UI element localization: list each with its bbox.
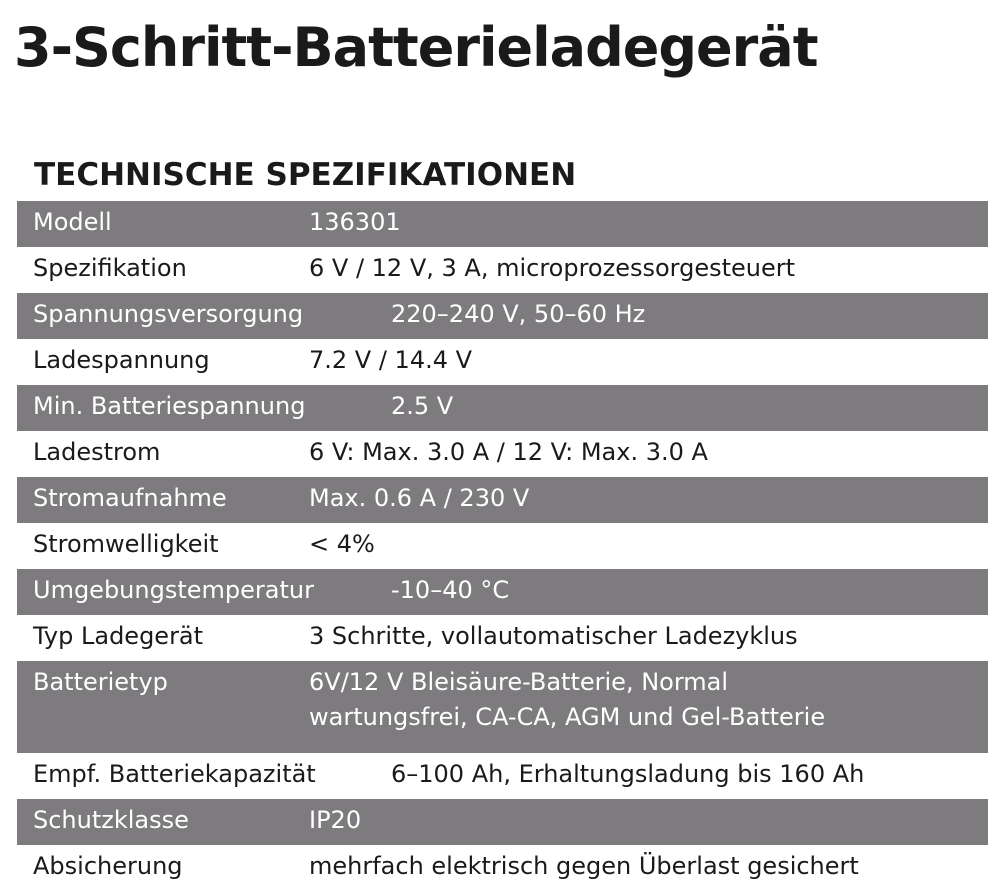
spec-label: Typ Ladegerät xyxy=(33,622,204,650)
spec-value: Max. 0.6 A / 230 V xyxy=(309,484,530,512)
spec-row-ladespannung xyxy=(17,339,988,385)
spec-value: 6 V: Max. 3.0 A / 12 V: Max. 3.0 A xyxy=(309,438,708,466)
spec-value: 220–240 V, 50–60 Hz xyxy=(391,300,646,328)
spec-value: -10–40 °C xyxy=(391,576,510,604)
spec-value: 6–100 Ah, Erhaltungsladung bis 160 Ah xyxy=(391,760,865,788)
spec-value: mehrfach elektrisch gegen Überlast gesichert xyxy=(309,852,859,880)
spec-row-stromaufnahme xyxy=(17,477,988,523)
spec-value-line: wartungsfrei, CA-CA, AGM und Gel-Batterie xyxy=(309,703,826,731)
spec-label: Umgebungstemperatur xyxy=(33,576,314,604)
spec-row-umgebungstemperatur xyxy=(17,569,988,615)
spec-value: < 4% xyxy=(309,530,375,558)
spec-label: Schutzklasse xyxy=(33,806,189,834)
spec-row-schutzklasse xyxy=(17,799,988,845)
spec-table xyxy=(17,201,988,891)
spec-label: Spannungsversorgung xyxy=(33,300,304,328)
spec-label: Modell xyxy=(33,208,112,236)
spec-value: 3 Schritte, vollautomatischer Ladezyklus xyxy=(309,622,798,650)
spec-row-stromwelligkeit xyxy=(17,523,988,569)
spec-value: 136301 xyxy=(309,208,401,236)
spec-row-empf-batteriekapazitaet xyxy=(17,753,988,799)
spec-value-line: 6V/12 V Bleisäure-Batterie, Normal xyxy=(309,668,729,696)
spec-label: Ladespannung xyxy=(33,346,210,374)
spec-label: Batterietyp xyxy=(33,668,168,696)
spec-row-ladestrom xyxy=(17,431,988,477)
spec-value xyxy=(309,665,825,735)
spec-label: Min. Batteriespannung xyxy=(33,392,306,420)
spec-label: Stromwelligkeit xyxy=(33,530,219,558)
spec-label: Ladestrom xyxy=(33,438,161,466)
spec-value: 2.5 V xyxy=(391,392,454,420)
spec-row-spannungsversorgung xyxy=(17,293,988,339)
spec-row-batterietyp xyxy=(17,661,988,753)
spec-value: IP20 xyxy=(309,806,362,834)
spec-label: Absicherung xyxy=(33,852,183,880)
spec-value: 7.2 V / 14.4 V xyxy=(309,346,473,374)
spec-row-modell xyxy=(17,201,988,247)
spec-label: Spezifikation xyxy=(33,254,187,282)
spec-row-spezifikation xyxy=(17,247,988,293)
spec-label: Empf. Batteriekapazität xyxy=(33,760,316,788)
spec-row-typ-ladegeraet xyxy=(17,615,988,661)
spec-row-min-batteriespannung xyxy=(17,385,988,431)
spec-label: Stromaufnahme xyxy=(33,484,227,512)
spec-value: 6 V / 12 V, 3 A, microprozessorgesteuert xyxy=(309,254,796,282)
spec-row-absicherung xyxy=(17,845,988,891)
page-title: 3-Schritt-Batterieladegerät xyxy=(14,16,818,79)
section-title: TECHNISCHE SPEZIFIKATIONEN xyxy=(34,157,577,193)
